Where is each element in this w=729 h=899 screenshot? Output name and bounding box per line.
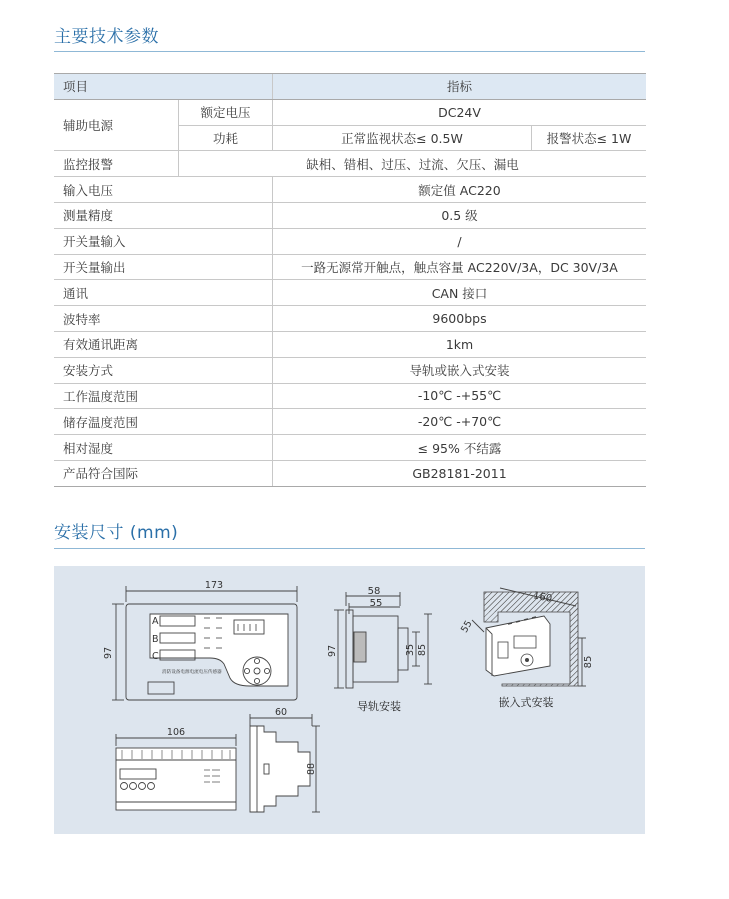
front-height-dim: 97 [103, 646, 114, 660]
row-item: 输入电压 [54, 177, 273, 203]
table-row [54, 383, 646, 409]
table-row [54, 306, 646, 332]
device-name-label: 消防设备电源电流电压传感器 [162, 670, 222, 675]
row-value: CAN 接口 [273, 280, 647, 306]
row-value: 额定值 AC220 [273, 177, 647, 203]
side-h1-dim: 35 [405, 643, 416, 657]
channel-label: C [152, 651, 159, 662]
side-view-drawing [334, 592, 432, 688]
rail-height-dim: 88 [306, 762, 317, 776]
table-row [54, 177, 646, 203]
embed-depth-dim: 55 [459, 618, 475, 635]
row-item: 有效通讯距离 [54, 331, 273, 357]
side-height-dim: 97 [327, 644, 338, 658]
dimension-drawings [54, 566, 645, 834]
embed-cutout-width-dim: 160 [532, 590, 554, 605]
row-item: 监控报警 [54, 151, 179, 177]
section-divider [54, 51, 645, 52]
table-row [54, 409, 646, 435]
voltage-label: 额定电压 [179, 99, 273, 125]
row-value: -10℃ -+55℃ [273, 383, 647, 409]
row-item: 波特率 [54, 306, 273, 332]
consumption-normal: 正常监视状态≤ 0.5W [273, 125, 532, 151]
row-value: 导轨或嵌入式安装 [273, 357, 647, 383]
row-value: 0.5 级 [273, 202, 647, 228]
rail-width-dim: 106 [166, 727, 186, 738]
rail-module-drawing [116, 734, 236, 810]
header-item: 项目 [54, 74, 273, 100]
voltage-value: DC24V [273, 99, 647, 125]
table-header-row [54, 74, 646, 100]
table-row [54, 99, 646, 125]
spec-table [54, 73, 646, 487]
side-h2-dim: 85 [417, 643, 428, 657]
row-value: / [273, 228, 647, 254]
channel-label: A [152, 616, 159, 627]
table-row [54, 357, 646, 383]
table-row [54, 280, 646, 306]
row-item: 储存温度范围 [54, 409, 273, 435]
row-value: 1km [273, 331, 647, 357]
side-inner-dim: 55 [369, 598, 383, 609]
consumption-alarm: 报警状态≤ 1W [532, 125, 647, 151]
row-item: 产品符合国际 [54, 460, 273, 486]
rail-depth-dim: 60 [274, 707, 288, 718]
table-row [54, 435, 646, 461]
embed-mount-caption: 嵌入式安装 [498, 696, 554, 709]
section-divider [54, 548, 645, 549]
dimension-drawing-panel [54, 566, 645, 834]
table-row [54, 151, 646, 177]
row-value: ≤ 95% 不结露 [273, 435, 647, 461]
channel-label: B [152, 634, 159, 645]
row-value: 一路无源常开触点，触点容量 AC220V/3A，DC 30V/3A [273, 254, 647, 280]
row-item: 工作温度范围 [54, 383, 273, 409]
row-value: -20℃ -+70℃ [273, 409, 647, 435]
side-outer-dim: 58 [367, 586, 381, 597]
row-item: 相对湿度 [54, 435, 273, 461]
row-item: 开关量输入 [54, 228, 273, 254]
row-value: 9600bps [273, 306, 647, 332]
table-row [54, 254, 646, 280]
embed-cutout-height-dim: 85 [583, 655, 594, 669]
row-item: 测量精度 [54, 202, 273, 228]
table-row [54, 331, 646, 357]
rail-mount-caption: 导轨安装 [357, 700, 401, 713]
table-row [54, 228, 646, 254]
front-width-dim: 173 [204, 580, 224, 591]
consumption-label: 功耗 [179, 125, 273, 151]
row-item: 开关量输出 [54, 254, 273, 280]
front-view-drawing [112, 586, 297, 700]
header-value: 指标 [273, 74, 647, 100]
table-row [54, 202, 646, 228]
row-value: GB28181-2011 [273, 460, 647, 486]
table-row [54, 460, 646, 486]
power-label: 辅助电源 [54, 99, 179, 151]
section-title-specs: 主要技术参数 [54, 27, 159, 47]
row-item: 通讯 [54, 280, 273, 306]
section-title-dimensions: 安装尺寸 (mm) [54, 523, 179, 543]
embed-view-drawing [472, 588, 586, 686]
row-value: 缺相、错相、过压、过流、欠压、漏电 [179, 151, 647, 177]
row-item: 安装方式 [54, 357, 273, 383]
